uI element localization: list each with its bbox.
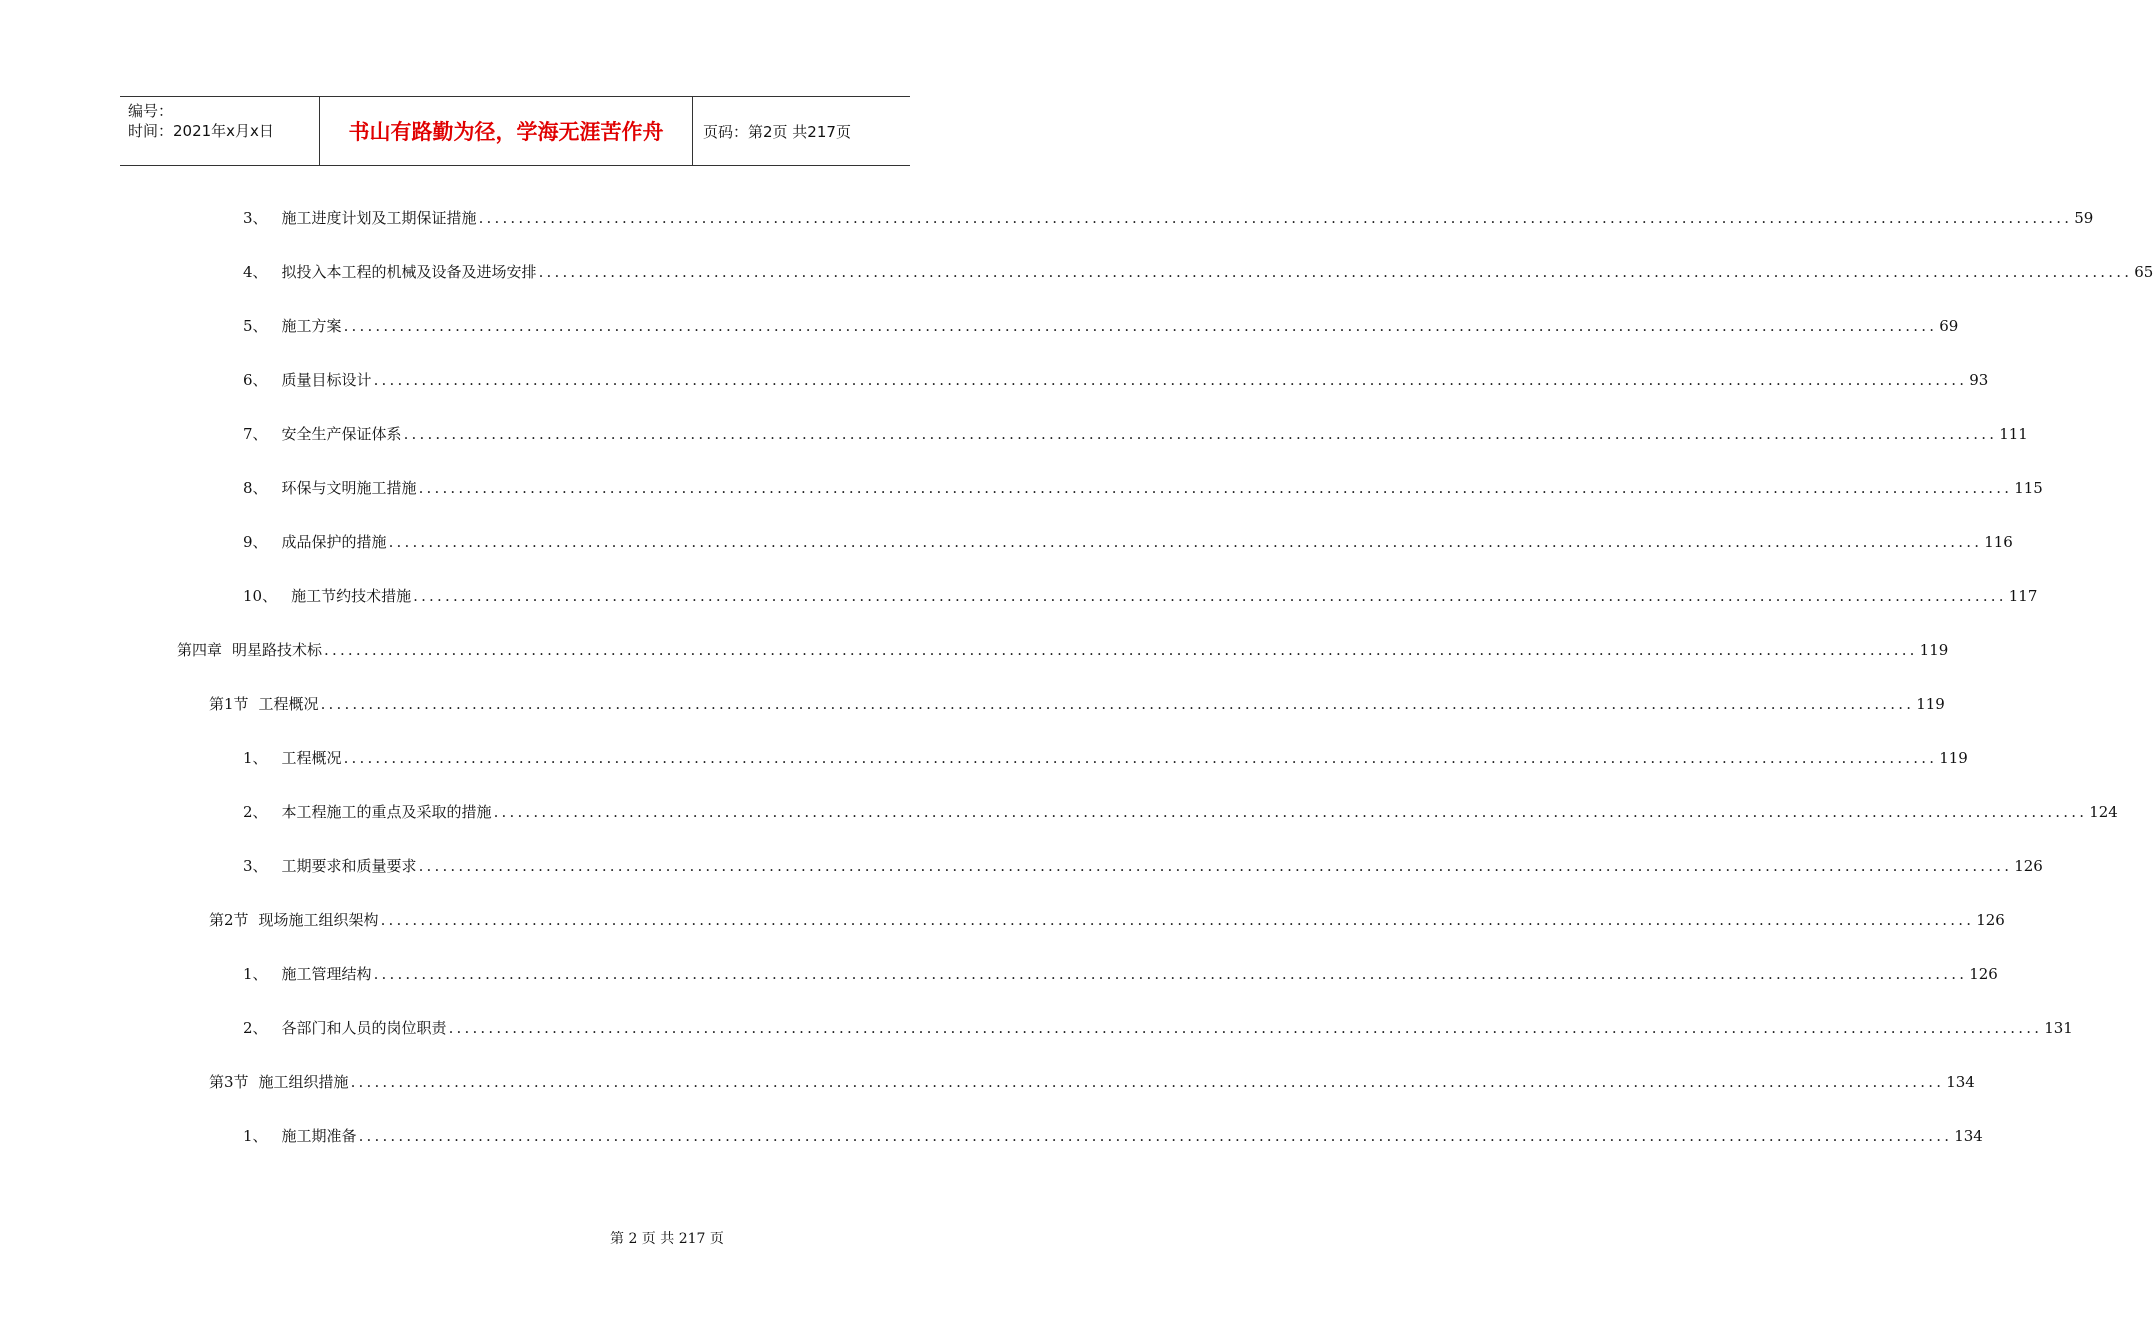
toc-leader-dots: ........................................................................................................................................................................................................ (324, 641, 1918, 659)
toc-entry-title: 施工组织措施 (258, 1073, 349, 1091)
toc-entry-title: 拟投入本工程的机械及设备及进场安排 (281, 263, 537, 281)
toc-entry-number: 5、 (243, 317, 268, 335)
toc-entry-number: 第1节 (209, 695, 249, 713)
toc-entry[interactable] (243, 477, 2043, 499)
toc-entry-page: 124 (2089, 803, 2118, 821)
toc-leader-dots: ........................................................................................................................................................................................................ (388, 533, 1983, 551)
toc-entry[interactable] (209, 693, 1945, 715)
toc-leader-dots: ........................................................................................................................................................................................................ (373, 965, 1968, 983)
toc-entry-number: 2、 (243, 803, 268, 821)
toc-entry-title: 施工方案 (281, 317, 342, 335)
toc-entry-page: 126 (1969, 965, 1998, 983)
toc-leader-dots: ........................................................................................................................................................................................................ (493, 803, 2088, 821)
toc-entry-page: 69 (1939, 317, 1959, 335)
toc-entry[interactable] (243, 1017, 2073, 1039)
toc-entry-page: 119 (1916, 695, 1945, 713)
toc-entry-page: 59 (2074, 209, 2094, 227)
toc-entry[interactable] (243, 315, 1959, 337)
toc-entry[interactable] (243, 531, 2013, 553)
toc-entry-title: 现场施工组织架构 (258, 911, 379, 929)
toc-entry[interactable] (209, 909, 2005, 931)
toc-entry-title: 工程概况 (281, 749, 342, 767)
toc-entry-number: 1、 (243, 965, 268, 983)
toc-entry-title: 工程概况 (258, 695, 319, 713)
toc-entry-title: 工期要求和质量要求 (281, 857, 417, 875)
toc-entry[interactable] (243, 963, 1998, 985)
toc-leader-dots: ........................................................................................................................................................................................................ (418, 479, 2013, 497)
toc-entry-page: 134 (1946, 1073, 1975, 1091)
toc-leader-dots: ........................................................................................................................................................................................................ (538, 263, 2133, 281)
toc-leader-dots: ........................................................................................................................................................................................................ (403, 425, 1998, 443)
toc-entry-number: 2、 (243, 1019, 268, 1037)
toc-entry-page: 93 (1969, 371, 1989, 389)
document-time-label: 时间：2021年x月x日 (128, 122, 274, 140)
toc-entry-number: 1、 (243, 749, 268, 767)
toc-leader-dots: ........................................................................................................................................................................................................ (320, 695, 1915, 713)
toc-entry[interactable] (243, 801, 2118, 823)
toc-entry[interactable] (243, 207, 2094, 229)
header-meta (120, 97, 320, 165)
toc-entry-title: 施工节约技术措施 (291, 587, 412, 605)
toc-leader-dots: ........................................................................................................................................................................................................ (373, 371, 1968, 389)
toc-leader-dots: ........................................................................................................................................................................................................ (358, 1127, 1953, 1145)
header-motto: 书山有路勤为径，学海无涯苦作舟 (320, 97, 693, 165)
toc-leader-dots: ........................................................................................................................................................................................................ (343, 317, 1938, 335)
toc-entry[interactable] (209, 1071, 1975, 1093)
toc-entry-title: 施工管理结构 (281, 965, 372, 983)
toc-entry-title: 环保与文明施工措施 (281, 479, 417, 497)
toc-entry-page: 117 (2008, 587, 2038, 605)
toc-entry-number: 7、 (243, 425, 268, 443)
toc-entry-title: 各部门和人员的岗位职责 (281, 1019, 447, 1037)
toc-leader-dots: ........................................................................................................................................................................................................ (418, 857, 2013, 875)
toc-leader-dots: ........................................................................................................................................................................................................ (448, 1019, 2043, 1037)
toc-entry-page: 131 (2044, 1019, 2073, 1037)
toc-entry-page: 119 (1919, 641, 1949, 659)
toc-entry-page: 115 (2014, 479, 2043, 497)
toc-entry[interactable] (243, 423, 2028, 445)
toc-entry-title: 成品保护的措施 (281, 533, 387, 551)
toc-entry-page: 65 (2134, 263, 2153, 281)
page-header (120, 96, 910, 166)
toc-entry-number: 10、 (243, 587, 278, 605)
toc-leader-dots: ........................................................................................................................................................................................................ (350, 1073, 1945, 1091)
toc-leader-dots: ........................................................................................................................................................................................................ (478, 209, 2073, 227)
toc-entry-page: 126 (1976, 911, 2005, 929)
footer-page-number: 第 2 页 共 217 页 (610, 1231, 724, 1247)
toc-entry-number: 第四章 (177, 641, 223, 659)
toc-entry-page: 116 (1984, 533, 2013, 551)
toc-entry[interactable] (243, 747, 1968, 769)
toc-entry-number: 6、 (243, 371, 268, 389)
toc-entry[interactable] (177, 639, 1949, 661)
toc-entry[interactable] (243, 585, 2038, 607)
toc-entry-number: 4、 (243, 263, 268, 281)
toc-leader-dots: ........................................................................................................................................................................................................ (413, 587, 2007, 605)
toc-entry-number: 1、 (243, 1127, 268, 1145)
toc-entry-page: 119 (1939, 749, 1968, 767)
toc-leader-dots: ........................................................................................................................................................................................................ (343, 749, 1938, 767)
toc-entry-number: 3、 (243, 857, 268, 875)
toc-entry-title: 质量目标设计 (281, 371, 372, 389)
toc-entry-number: 3、 (243, 209, 268, 227)
toc-entry-page: 111 (1999, 425, 2028, 443)
toc-entry-title: 安全生产保证体系 (281, 425, 402, 443)
toc-leader-dots: ........................................................................................................................................................................................................ (380, 911, 1975, 929)
document-number-label: 编号： (128, 102, 174, 120)
toc-entry-title: 施工期准备 (281, 1127, 357, 1145)
header-page-info: 页码：第2页 共217页 (703, 122, 851, 141)
toc-entry[interactable] (243, 855, 2043, 877)
toc-entry[interactable] (243, 1125, 1983, 1147)
toc-entry-title: 本工程施工的重点及采取的措施 (281, 803, 492, 821)
toc-entry[interactable] (243, 369, 1989, 391)
toc-entry[interactable] (243, 261, 2153, 283)
toc-entry-page: 134 (1954, 1127, 1983, 1145)
toc-entry-number: 9、 (243, 533, 268, 551)
toc-entry-number: 8、 (243, 479, 268, 497)
toc-entry-number: 第3节 (209, 1073, 249, 1091)
toc-entry-title: 明星路技术标 (232, 641, 323, 659)
toc-entry-number: 第2节 (209, 911, 249, 929)
toc-entry-page: 126 (2014, 857, 2043, 875)
toc-entry-title: 施工进度计划及工期保证措施 (281, 209, 477, 227)
